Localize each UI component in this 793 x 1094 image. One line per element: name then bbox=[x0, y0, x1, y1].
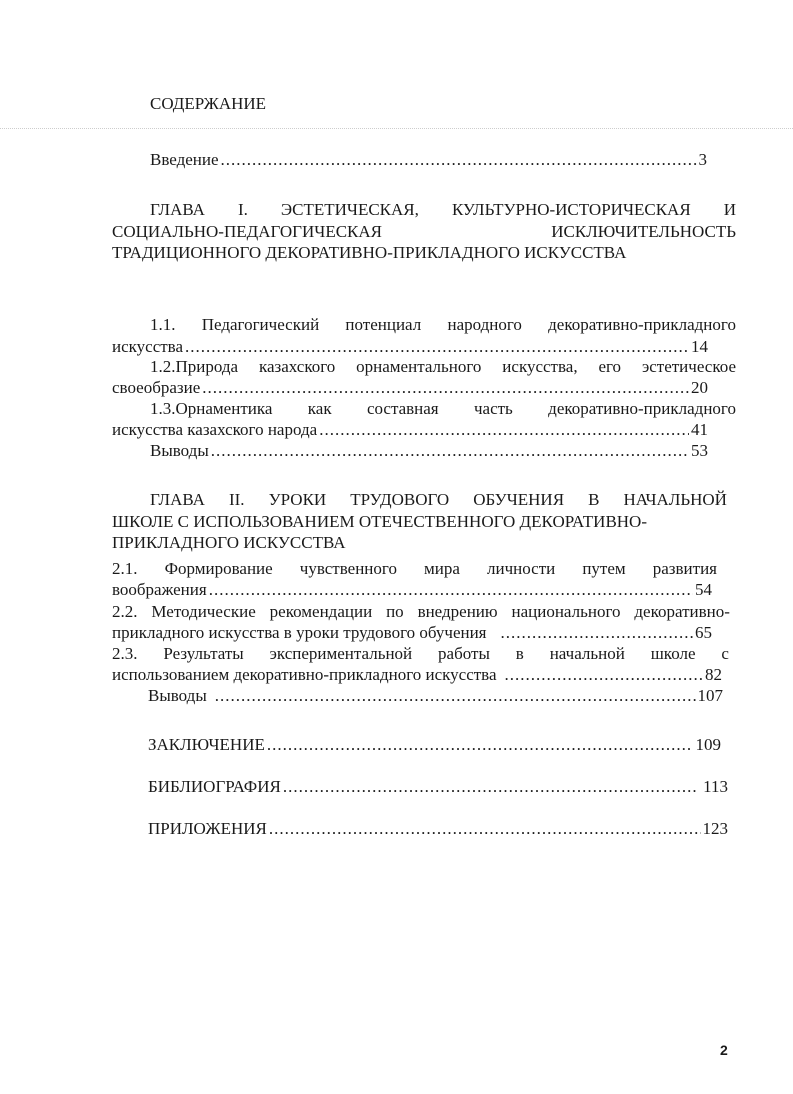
toc-entry-2-2-line-1[interactable]: 2.2. Методические рекомендации по внедрению национального декоративно- bbox=[112, 602, 730, 621]
leader-dots bbox=[501, 623, 693, 643]
leader-dots bbox=[319, 420, 689, 440]
chapter-1-heading-line-2: СОЦИАЛЬНО-ПЕДАГОГИЧЕСКАЯ ИСКЛЮЧИТЕЛЬНОСТЬ bbox=[112, 222, 736, 241]
leader-dots bbox=[267, 735, 690, 755]
chapter-2-heading-line-2: ШКОЛЕ С ИСПОЛЬЗОВАНИЕМ ОТЕЧЕСТВЕННОГО ДЕКОРАТИВНО- bbox=[112, 512, 647, 531]
entry-page: 14 bbox=[691, 337, 708, 356]
toc-entry-1-3-line-1[interactable]: 1.3.Орнаментика как составная часть декоративно-прикладного bbox=[150, 399, 736, 418]
leader-dots bbox=[215, 686, 696, 706]
entry-page: 53 bbox=[691, 441, 708, 460]
leader-dots bbox=[269, 819, 701, 839]
entry-page: 107 bbox=[697, 686, 723, 705]
toc-entry-1-2-line-2[interactable]: своеобразие ..... 20 bbox=[112, 378, 708, 398]
entry-page: 109 bbox=[695, 735, 721, 754]
leader-dots bbox=[211, 441, 689, 461]
toc-entry-2-1-line-2[interactable]: воображения ..... 54 bbox=[112, 580, 712, 600]
page-number: 2 bbox=[720, 1042, 728, 1058]
toc-entry-bibliography[interactable]: БИБЛИОГРАФИЯ ..... 113 bbox=[148, 777, 728, 797]
leader-dots bbox=[185, 337, 689, 357]
toc-entry-conclusion[interactable]: ЗАКЛЮЧЕНИЕ ..... 109 bbox=[148, 735, 721, 755]
leader-dots bbox=[221, 150, 697, 170]
toc-entry-2-3-line-2[interactable]: использованием декоративно-прикладного искусства ..... 82 bbox=[112, 665, 722, 685]
toc-entry-chapter-1-conclusions[interactable]: Выводы ..... 53 bbox=[150, 441, 708, 461]
toc-entry-1-1-line-1[interactable]: 1.1. Педагогический потенциал народного декоративно-прикладного bbox=[150, 315, 736, 334]
scan-artifact-line bbox=[0, 128, 793, 135]
leader-dots bbox=[283, 777, 697, 797]
chapter-2-heading-line-3: ПРИКЛАДНОГО ИСКУССТВА bbox=[112, 533, 346, 552]
toc-entry-2-2-line-2[interactable]: прикладного искусства в уроки трудового обучения ..... 65 bbox=[112, 623, 712, 643]
toc-entry-appendices[interactable]: ПРИЛОЖЕНИЯ ..... 123 bbox=[148, 819, 728, 839]
toc-entry-2-1-line-1[interactable]: 2.1. Формирование чувственного мира личности путем развития bbox=[112, 559, 717, 578]
entry-page: 113 bbox=[703, 777, 728, 796]
entry-page: 20 bbox=[691, 378, 708, 397]
chapter-1-heading-line-3: ТРАДИЦИОННОГО ДЕКОРАТИВНО-ПРИКЛАДНОГО ИСКУССТВА bbox=[112, 243, 627, 262]
entry-page: 3 bbox=[698, 150, 707, 169]
entry-page: 123 bbox=[702, 819, 728, 838]
entry-page: 65 bbox=[695, 623, 712, 642]
toc-title: СОДЕРЖАНИЕ bbox=[150, 94, 267, 113]
leader-dots bbox=[202, 378, 689, 398]
leader-dots bbox=[505, 665, 703, 685]
leader-dots bbox=[209, 580, 693, 600]
toc-entry-1-1-line-2[interactable]: искусства ..... 14 bbox=[112, 337, 708, 357]
toc-entry-2-3-line-1[interactable]: 2.3. Результаты экспериментальной работы в начальной школе с bbox=[112, 644, 729, 663]
chapter-2-heading-line-1: ГЛАВА II. УРОКИ ТРУДОВОГО ОБУЧЕНИЯ В НАЧАЛЬНОЙ bbox=[150, 490, 727, 509]
toc-entry-1-2-line-1[interactable]: 1.2.Природа казахского орнаментального искусства, его эстетическое bbox=[150, 357, 736, 376]
toc-entry-intro[interactable] bbox=[150, 150, 707, 170]
chapter-1-heading-line-1: ГЛАВА I. ЭСТЕТИЧЕСКАЯ, КУЛЬТУРНО-ИСТОРИЧЕСКАЯ И bbox=[150, 200, 736, 219]
toc-entry-1-3-line-2[interactable]: искусства казахского народа ..... 41 bbox=[112, 420, 708, 440]
entry-page: 41 bbox=[691, 420, 708, 439]
entry-page: 54 bbox=[695, 580, 712, 599]
entry-page: 82 bbox=[705, 665, 722, 684]
toc-entry-chapter-2-conclusions[interactable]: Выводы ..... 107 bbox=[148, 686, 723, 706]
entry-label: Введение bbox=[150, 150, 219, 169]
